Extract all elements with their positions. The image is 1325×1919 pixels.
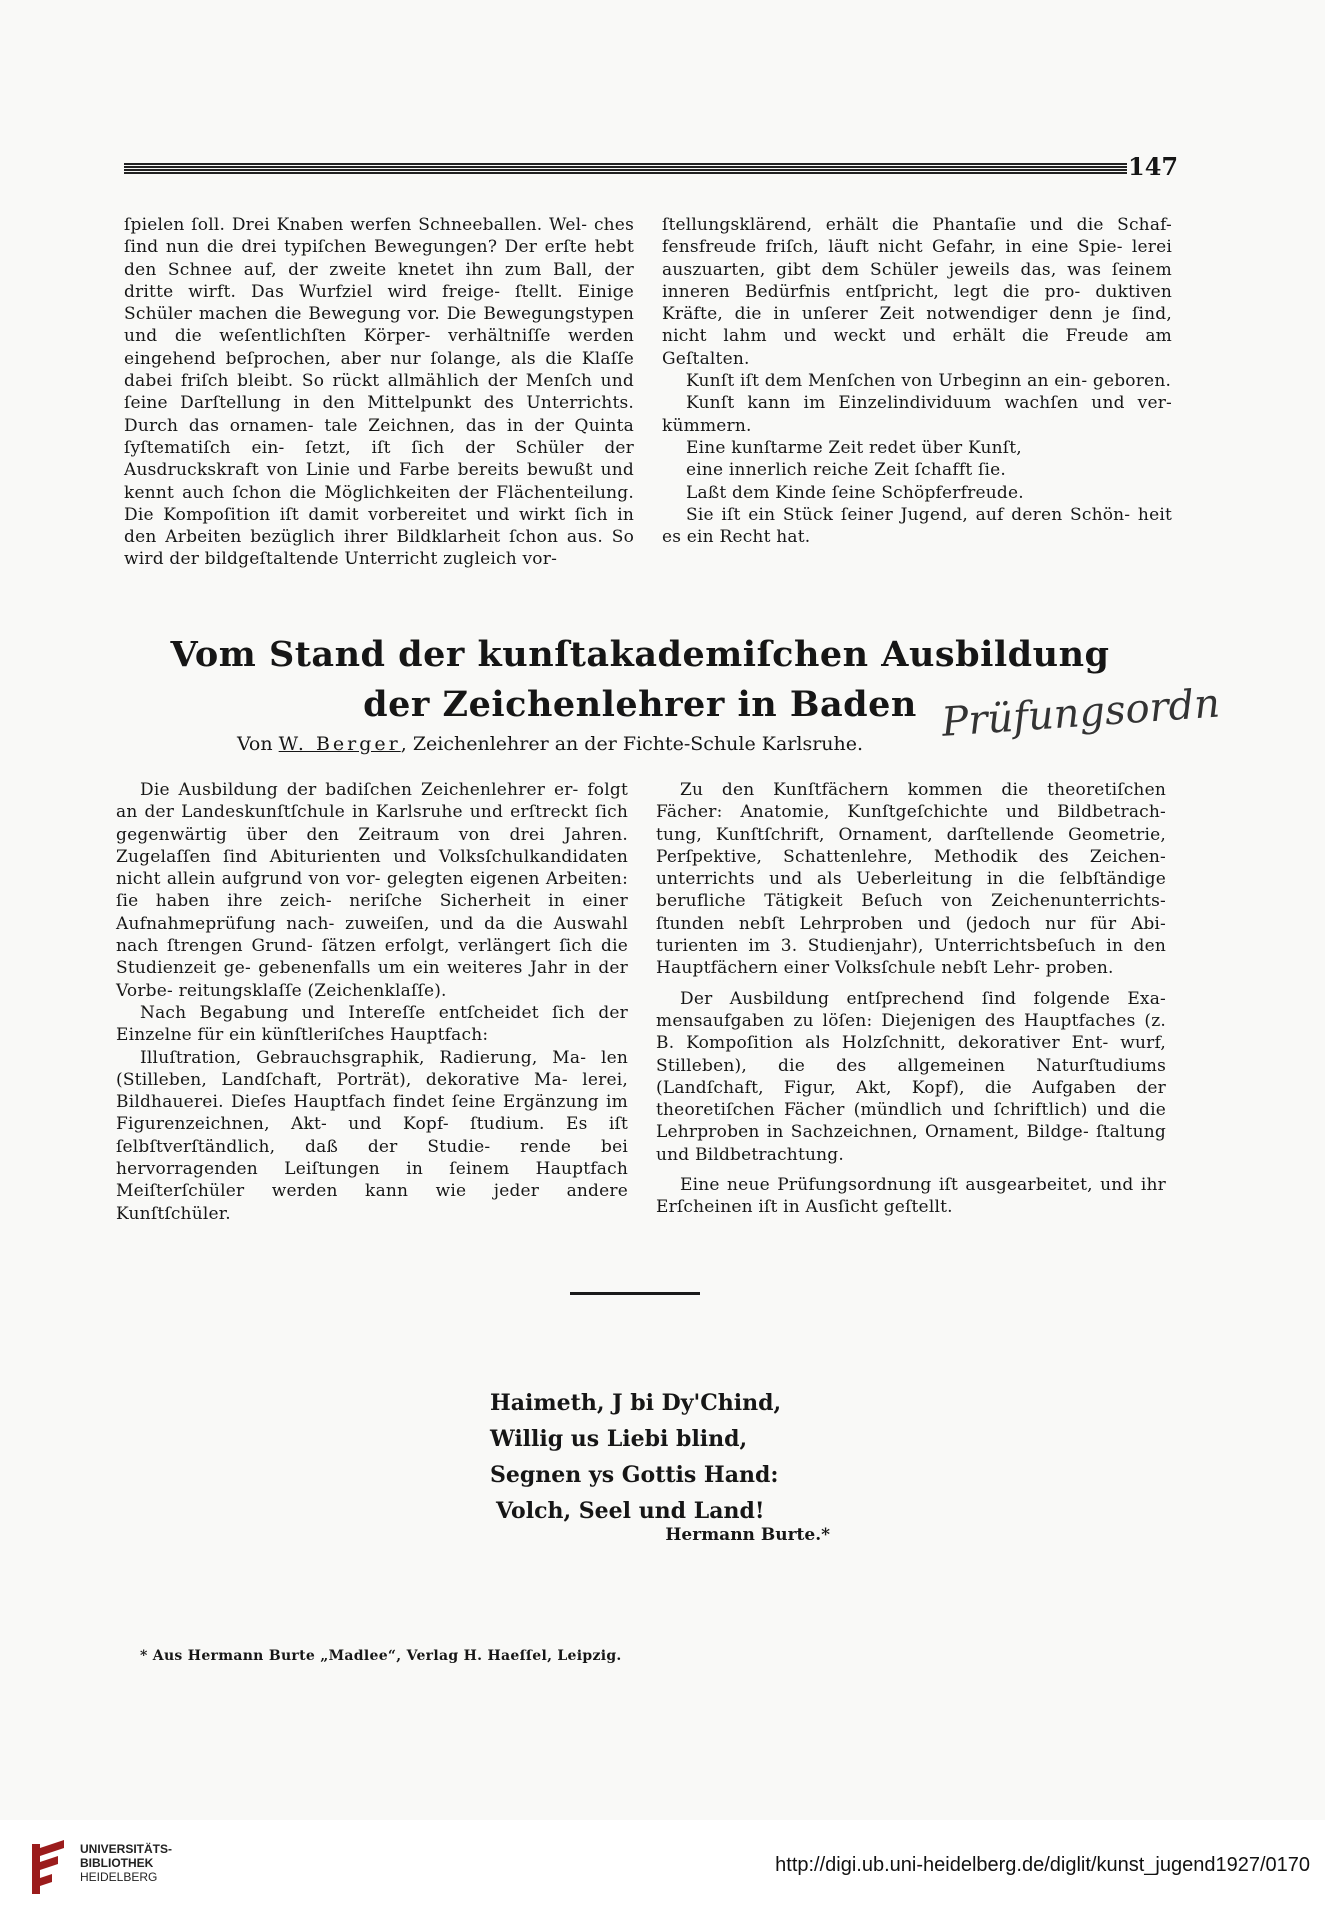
text-line: ſätzen erfolgt, verlängert ſich die Studienzeit ge- (116, 936, 628, 979)
text-line: ches ſind nun die drei typiſchen Bewegungen? Der (124, 215, 634, 258)
paragraph (116, 779, 628, 1002)
poem-author: Hermann Burte.* (665, 1525, 830, 1545)
text-line: allmählich der Menſch und ſeine Darſtellung in den (124, 371, 634, 414)
paragraph (116, 1047, 628, 1225)
byline-prefix: Von (236, 733, 273, 755)
text-line: den Arbeiten bezüglich ihrer Bildklarheit ſchon aus. (124, 527, 612, 548)
text-line: ſchon die Möglichkeiten der Flächenteilung. Die (124, 482, 634, 525)
text-line: turienten im 3. Studienjahr), Unterrichtsbeſuch in (656, 936, 1134, 957)
text-line: Fächer: Anatomie, Kunſtgeſchichte und Bildbetrach- (656, 802, 1166, 823)
header-rule (124, 163, 1127, 175)
text-line: Ball, der dritte wirft. Das Wurfziel wird freige- (124, 259, 634, 302)
text-line: Hauptfach Meiſterſchüler werden kann wie jeder (116, 1159, 628, 1202)
text-line: unterrichts und als Ueberleitung in die ſelbſtändige (656, 869, 1166, 890)
text-line: rende bei hervorragenden Leiſtungen in ſeinem (116, 1136, 628, 1180)
footer-bar (0, 1820, 1325, 1919)
poem (490, 1385, 830, 1529)
footnote: * Aus Hermann Burte „Madlee“, Verlag H. Haeſſel, Leipzig. (140, 1648, 622, 1664)
page-number: 147 (1128, 152, 1179, 181)
text-line: erſtreckt ſich gegenwärtig über den Zeitraum von (116, 802, 628, 845)
text-line: lerei auszuarten, gibt dem Schüler jeweils das, was (662, 237, 1172, 280)
text-line: gebenenfalls um ein weiteres Jahr in der Vorbe- (116, 958, 628, 1001)
byline-suffix: , Zeichenlehrer an der Fichte-Schule Karlsruhe. (400, 733, 864, 755)
institution-line: BIBLIOTHEK (80, 1856, 154, 1870)
text-line: berufliche Tätigkeit Beſuch von Zeichenunterrichts- (656, 891, 1166, 912)
text-line: Sie iſt ein Stück ſeiner Jugend, auf deren Schön- (686, 504, 1138, 525)
text-line: ſtellungsklärend, erhält die Phantaſie und die Schaf- (662, 215, 1172, 235)
text-line: den Hauptfächern einer Volksſchule nebſt Lehr- (656, 936, 1166, 979)
separator-rule (570, 1292, 700, 1295)
poem-line: Segnen ys Gottis Hand: (490, 1462, 779, 1488)
text-line: verhältniſſe werden eingehend beſprochen, aber nur (124, 326, 634, 369)
text-line: ſetzt, iſt ſich der Schüler der Ausdruckskraft von (124, 437, 635, 481)
text-line: Freude am Geſtalten. (662, 326, 1172, 369)
text-line: (z. B. Kompoſition als Holzſchnitt, dekorativer Ent- (656, 1010, 1166, 1054)
text-line: folgt an der Landeskunſtſchule in Karlsruhe und (116, 780, 628, 823)
text-line: Nach Begabung und Intereſſe entſcheidet ſich der (140, 1002, 628, 1023)
text-line: lerei, Bildhauerei. Dieſes Hauptfach findet ſeine (116, 1069, 628, 1113)
paragraph (662, 392, 1172, 437)
poem-line: Willig us Liebi blind, (490, 1426, 748, 1452)
paragraph (656, 779, 1166, 980)
text-line: drei Jahren. Zugelaſſen ſind Abiturienten und (116, 824, 628, 867)
text-line: ſeinem inneren Bedürfnis entſpricht, legt die pro- (662, 259, 1172, 302)
institution-name (80, 1842, 220, 1884)
text-line: Der Ausbildung entſprechend ſind folgende Exa- (680, 988, 1166, 1009)
text-line: Kunſt iſt dem Menſchen von Urbeginn an ein- (686, 371, 1093, 392)
paragraph (662, 504, 1172, 549)
text-line: heit es ein Recht hat. (662, 504, 1172, 548)
text-line: Zu den Kunſtfächern kommen die theoretiſchen (680, 780, 1166, 800)
text-line: fensfreude friſch, läuft nicht Gefahr, in eine Spie- (662, 237, 1132, 258)
text-line: erſte hebt den Schnee auf, der zweite knetet ihn zum (124, 237, 635, 280)
poem-line: Haimeth, J bi Dy'Chind, (490, 1390, 782, 1416)
institution-line: UNIVERSITÄTS- (80, 1842, 173, 1856)
text-line: ſtudium. Es iſt ſelbſtverſtändlich, daß der Studie- (116, 1114, 628, 1157)
text-line: duktiven Kräfte, die in unſerer Zeit notwendiger (662, 281, 1172, 325)
text-line: (Landſchaft, Figur, Akt, Kopf), die Aufgaben der (656, 1077, 1166, 1098)
text-line: eine innerlich reiche Zeit ſchafft ſie. (686, 460, 1006, 481)
text-line: andere Kunſtſchüler. (116, 1181, 628, 1224)
paragraph (662, 370, 1172, 392)
article-title-line: Vom Stand der kunſtakademiſchen Ausbildung (170, 634, 1110, 675)
text-line: ihr Erſcheinen iſt in Ausſicht geſtellt. (656, 1175, 1166, 1218)
handwritten-note: Prüfungsordn (940, 680, 1222, 746)
text-line: denn je ſind, nicht lahm und weckt und erhält die (662, 304, 1172, 347)
poem-line: Volch, Seel und Land! (496, 1498, 765, 1524)
byline-author: W. Berger (278, 733, 401, 755)
text-line: neriſche Sicherheit in einer Aufnahmeprüfung nach- (116, 891, 628, 934)
text-line: tale Zeichnen, das in der Quinta ſyſtematiſch ein- (124, 415, 634, 458)
text-line: Laßt dem Kinde ſeine Schöpferfreude. (686, 482, 1024, 503)
text-line: Ergänzung im Figurenzeichnen, Akt- und Kopf- (116, 1092, 628, 1135)
text-line: Volksſchulkandidaten nicht allein aufgrund von vor- (116, 846, 628, 890)
paragraph (662, 214, 1172, 370)
text-line: tung, Kunſtſchrift, Ornament, darſtellende Geometrie, (656, 824, 1166, 845)
text-line: theoretiſchen Fächer (mündlich und ſchriftlich) und (656, 1100, 1140, 1121)
text-line: len (Stilleben, Landſchaft, Porträt), dekorative Ma- (116, 1047, 628, 1090)
text-line: ſtellt. Einige Schüler machen die Bewegung vor. (124, 281, 634, 325)
text-line: geboren. (1092, 371, 1172, 392)
text-line: So wird der bildgeſtaltende Unterricht zugleich vor- (124, 527, 634, 570)
byline (150, 730, 950, 758)
text-line: Perſpektive, Schattenlehre, Methodik des Zeichen- (656, 846, 1166, 867)
paragraph (656, 1174, 1166, 1219)
permalink-url[interactable]: http://digi.ub.uni-heidelberg.de/diglit/kunst_jugend1927/0170 (775, 1854, 1310, 1876)
text-line: Eine kunſtarme Zeit redet über Kunſt, (686, 437, 1022, 458)
text-line: Kompoſition iſt damit vorbereitet und wirkt ſich in (163, 504, 634, 525)
text-line: Linie und Farbe bereits bewußt und kennt auch (124, 460, 634, 503)
text-line: Einzelne für ein künſtleriſches Hauptfach: (116, 1025, 489, 1046)
text-line: gelegten eigenen Arbeiten: ſie haben ihre zeich- (116, 869, 628, 912)
university-library-logo-icon (28, 1838, 74, 1900)
text-line: die Lehrproben in Sachzeichnen, Ornament, Bildge- (656, 1100, 1166, 1143)
text-line: Mittelpunkt des Unterrichts. Durch das ornamen- (124, 393, 635, 436)
left-column-top (124, 214, 634, 571)
verse-lines (662, 437, 1172, 504)
text-line: ſtaltung und Bildbetrachtung. (656, 1122, 1166, 1165)
text-line: kümmern. (662, 415, 752, 436)
left-column-article (116, 779, 628, 1225)
paragraph (116, 1002, 628, 1047)
text-line: reitungsklaſſe (Zeichenklaſſe). (178, 980, 447, 1001)
institution-line: HEIDELBERG (80, 1870, 158, 1884)
text-line: ſolange, als die Klaſſe dabei friſch bleibt. So rückt (124, 348, 634, 392)
paragraph (656, 988, 1166, 1166)
text-line: zuweiſen, und da die Auswahl nach ſtrengen Grund- (116, 913, 628, 957)
text-line: Die Ausbildung der badiſchen Zeichenlehrer er- (140, 780, 588, 800)
text-line: Illuſtration, Gebrauchsgraphik, Radierung, Ma- (140, 1047, 601, 1068)
right-column-top (662, 214, 1172, 548)
article-title-line: der Zeichenlehrer in Baden (363, 684, 917, 725)
right-column-article (656, 779, 1166, 1219)
text-line: Eine neue Prüfungsordnung iſt ausgearbeitet, und (680, 1175, 1141, 1196)
text-line: proben. (1045, 958, 1114, 979)
text-line: mensaufgaben zu löſen: Diejenigen des Hauptfaches (656, 1010, 1145, 1031)
text-line: ſtunden nebſt Lehrproben und (jedoch nur für Abi- (656, 913, 1166, 934)
text-line: Kunſt kann im Einzelindividuum wachſen und ver- (686, 393, 1172, 414)
text-line: Die Bewegungstypen und die weſentlichſten Körper- (124, 304, 634, 347)
text-line: wurf, Stilleben), die des allgemeinen Naturſtudiums (656, 1033, 1166, 1076)
text-line: ſpielen ſoll. Drei Knaben werfen Schneeballen. Wel- (124, 215, 594, 235)
